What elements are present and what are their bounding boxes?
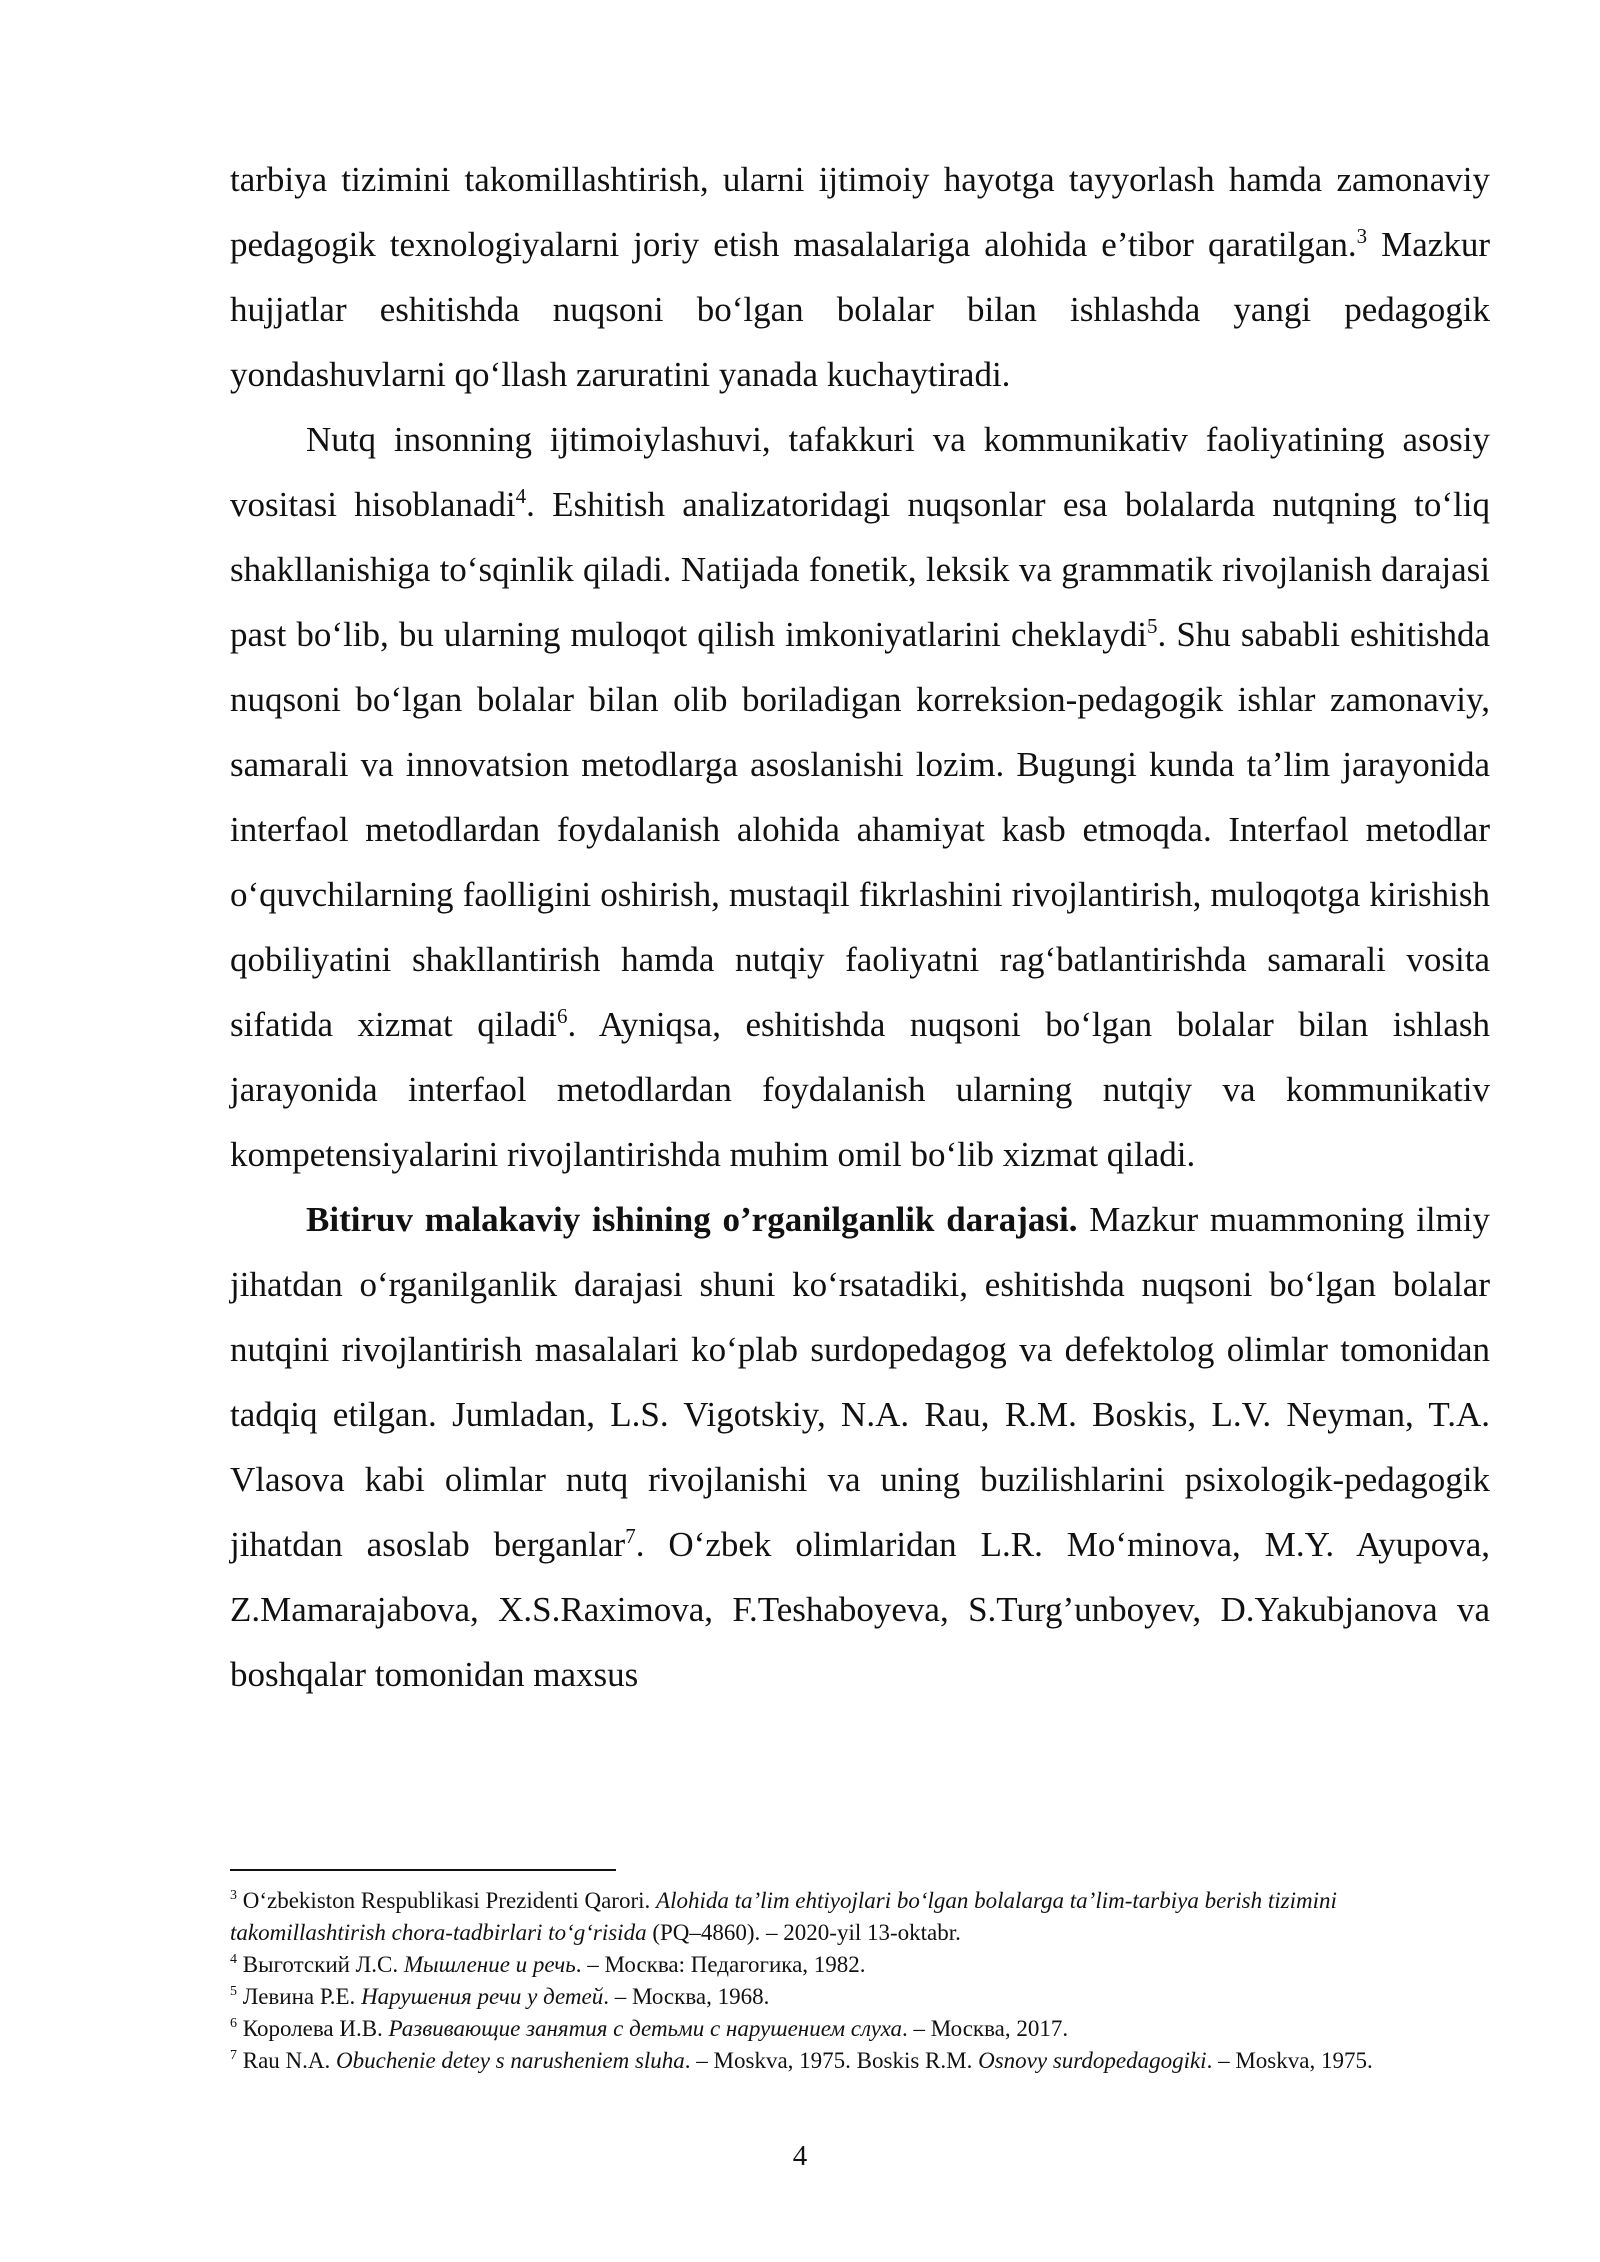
footnote-6 <box>230 2013 1490 2045</box>
footnote-5 <box>230 1981 1490 2013</box>
footnote-4 <box>230 1949 1490 1981</box>
paragraph-speech <box>230 407 1490 1187</box>
footnote-title: Obuchenie detey s narusheniem sluha <box>336 2048 685 2073</box>
footnote-ref-6[interactable]: 6 <box>556 1004 568 1028</box>
page-number: 4 <box>792 2140 808 2172</box>
footnote-text: . – Москва, 1968. <box>603 1984 770 2009</box>
footnote-title: Мышление и речь <box>403 1952 576 1977</box>
footnote-ref-5[interactable]: 5 <box>1147 614 1158 638</box>
footnote-text: . – Moskva, 1975. Boskis R.M. <box>684 2048 979 2073</box>
paragraph-text: Mazkur hujjatlar eshitishda nuqsoni bo‘lgan bolalar bilan ishlashda yangi pedagogik yondashuvlarni qo‘llash zaruratini yanada kuchaytiradi. <box>230 225 1490 394</box>
paragraph-text: . Eshitish analizatoridagi nuqsonlar esa bolalarda nutqning to‘liq shakllanishiga to‘sqinlik qiladi. Natijada fonetik, leksik va grammatik rivojlanish darajasi past bo‘lib, bu ularning muloqot qilish imkoniyatlarini cheklaydi <box>230 485 1490 654</box>
footnote-number: 4 <box>230 1952 237 1967</box>
footnote-number: 6 <box>230 2016 237 2031</box>
paragraph-text: . Ayniqsa, eshitishda nuqsoni bo‘lgan bolalar bilan ishlash jarayonida interfaol metodlardan foydalanish ularning nutqiy va kommunikativ kompetensiyalarini rivojlantirishda muhim omil bo‘lib xizmat qiladi. <box>230 1005 1491 1174</box>
footnote-text: Выготский Л.С. <box>237 1952 404 1977</box>
footnote-separator <box>230 1869 616 1871</box>
footnote-text: Королева И.В. <box>237 2016 389 2041</box>
footnote-ref-7[interactable]: 7 <box>625 1524 636 1548</box>
footnote-text: O‘zbekiston Respublikasi Prezidenti Qarori. <box>237 1888 657 1913</box>
footnote-title: Alohida ta’lim ehtiyojlari bo‘lgan bolalarga ta’lim-tarbiya berish tizimini takomillashtirish chora-tadbirlari to‘g‘risida <box>230 1888 1337 1945</box>
footnote-3 <box>230 1885 1490 1949</box>
footnote-number: 5 <box>230 1984 237 1999</box>
paragraph-continuation <box>230 147 1490 407</box>
footnote-text: . – Moskva, 1975. <box>1206 2048 1373 2073</box>
footnote-text: Rau N.A. <box>237 2048 337 2073</box>
footnote-title: Osnovy surdopedagogiki <box>978 2048 1207 2073</box>
paragraph-study-degree <box>230 1187 1490 1707</box>
footnote-title: Нарушения речи у детей <box>361 1984 604 2009</box>
footnote-text: . – Москва, 2017. <box>902 2016 1069 2041</box>
paragraph-text: Mazkur muammoning ilmiy jihatdan o‘rganilganlik darajasi shuni ko‘rsatadiki, eshitishda nuqsoni bo‘lgan bolalar nutqini rivojlantirish masalalari ko‘plab surdopedagog va defektolog olimlar tomonidan tadqiq etilgan. Jumladan, L.S. Vigotskiy, N.A. Rau, R.M. Boskis, L.V. Neyman, T.A. Vlasova kabi olimlar nutq rivojlanishi va uning buzilishlarini psixologik-pedagogik jihatdan asoslab berganlar <box>230 1200 1490 1564</box>
body-text <box>230 147 1490 1707</box>
paragraph-text: Nutq insonning ijtimoiylashuvi, tafakkuri va kommunikativ faoliyatining asosiy vositasi hisoblanadi <box>230 420 1490 524</box>
footnote-text: (PQ–4860). – 2020-yil 13-oktabr. <box>646 1920 961 1945</box>
footnote-number: 3 <box>230 1888 237 1903</box>
paragraph-text: . Shu sababli eshitishda nuqsoni bo‘lgan bolalar bilan olib boriladigan korreksion-pedagogik ishlar zamonaviy, samarali va innovatsion metodlarga asoslanishi lozim. Bugungi kunda ta’lim jarayonida interfaol metodlardan foydalanish alohida ahamiyat kasb etmoqda. Interfaol metodlar o‘quvchilarning faolligini oshirish, mustaqil fikrlashini rivojlantirish, muloqotga kirishish qobiliyatini shakllantirish hamda nutqiy faoliyatni rag‘batlantirishda samarali vosita sifatida xizmat qiladi <box>230 615 1490 1044</box>
paragraph-text: . O‘zbek olimlaridan L.R. Mo‘minova, M.Y. Ayupova, Z.Mamarajabova, X.S.Raximova, F.Teshaboyeva, S.Turg’unboyev, D.Yakubjanova va boshqalar tomonidan maxsus <box>230 1525 1490 1694</box>
footnote-number: 7 <box>230 2048 237 2063</box>
footnotes <box>230 1885 1490 2077</box>
footnote-ref-4[interactable]: 4 <box>515 484 527 508</box>
footnote-text: . – Москва: Педагогика, 1982. <box>575 1952 866 1977</box>
section-heading: Bitiruv malakaviy ishining o’rganilganlik darajasi. <box>306 1200 1078 1239</box>
paragraph-text: tarbiya tizimini takomillashtirish, ularni ijtimoiy hayotga tayyorlash hamda zamonaviy pedagogik texnologiyalarni joriy etish masalalariga alohida e’tibor qaratilgan. <box>230 160 1490 264</box>
footnote-7 <box>230 2045 1490 2077</box>
footnote-ref-3[interactable]: 3 <box>1356 224 1368 248</box>
footnote-text: Левина Р.Е. <box>237 1984 362 2009</box>
footnote-title: Развивающие занятия с детьми с нарушением слуха <box>388 2016 903 2041</box>
